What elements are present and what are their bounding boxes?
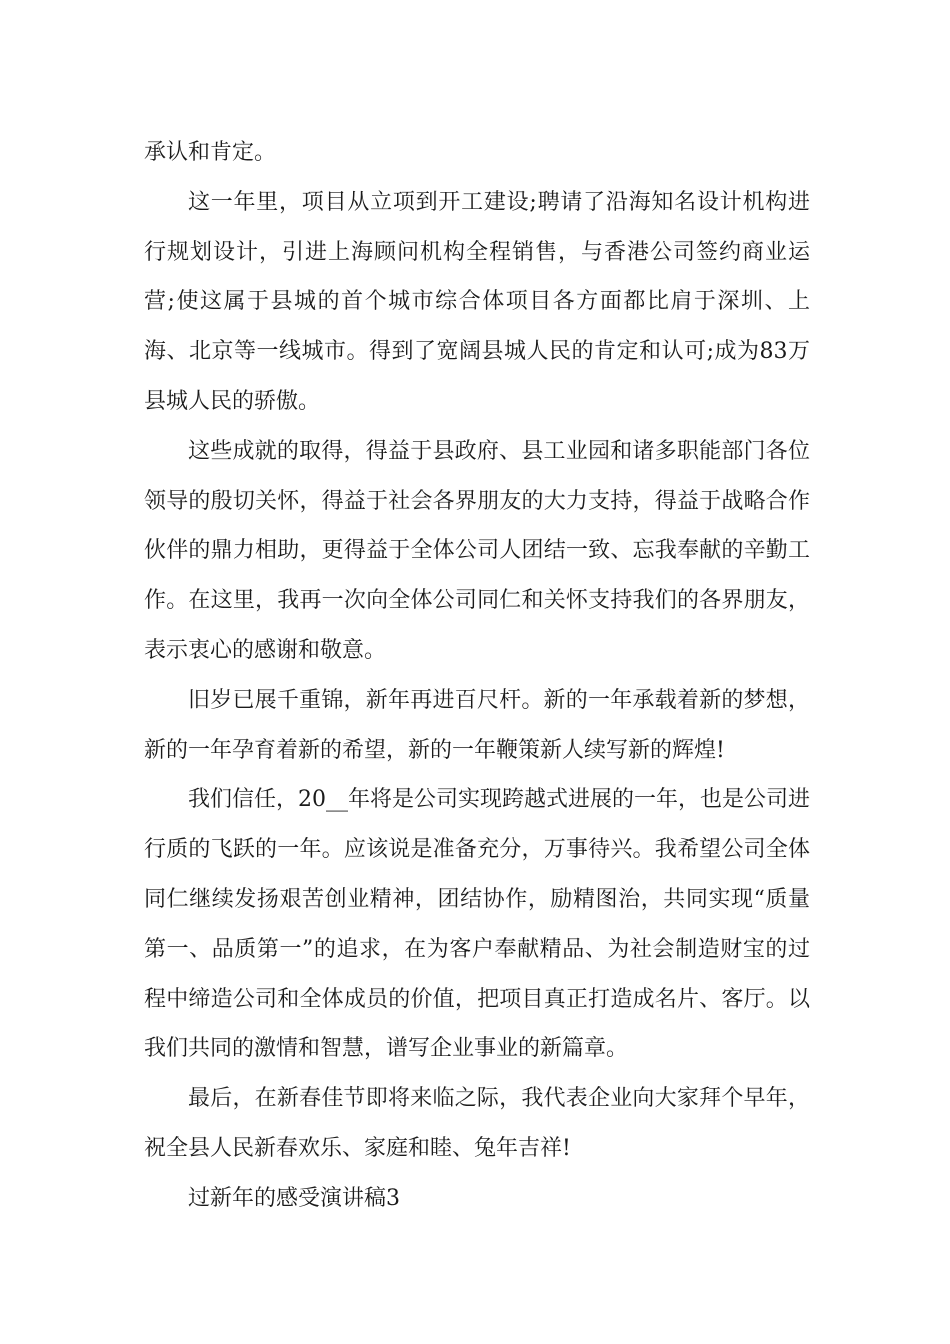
paragraph-project-year: 这一年里，项目从立项到开工建设;聘请了沿海知名设计机构进行规划设计，引进上海顾问机构全程销售，与香港公司签约商业运营;使这属于县城的首个城市综合体项目各方面都比肩于深圳、上海、北京等一线城市。得到了宽阔县城人民的肯定和认可;成为83万县城人民的骄傲。 (144, 189, 810, 414)
paragraph-continuation: 承认和肯定。 (144, 140, 277, 165)
section-heading: 过新年的感受演讲稿3 (188, 1185, 400, 1211)
paragraph-new-year: 旧岁已展千重锦，新年再进百尺杆。新的一年承载着新的梦想，新的一年孕育着新的希望，新的一年鞭策新人续写新的辉煌! (144, 687, 810, 763)
paragraph-achievements: 这些成就的取得，得益于县政府、县工业园和诸多职能部门各位领导的殷切关怀，得益于社会各界朋友的大力支持，得益于战略合作伙伴的鼎力相助，更得益于全体公司人团结一致、忘我奉献的辛勤工作。在这里，我再一次向全体公司同仁和关怀支持我们的各界朋友，表示衷心的感谢和敬意。 (144, 438, 810, 663)
paragraph-outlook: 我们信任，20__年将是公司实现跨越式进展的一年，也是公司进行质的飞跃的一年。应该说是准备充分，万事待兴。我希望公司全体同仁继续发扬艰苦创业精神，团结协作，励精图治，共同实现“质量第一、品质第一”的追求，在为客户奉献精品、为社会制造财宝的过程中缔造公司和全体成员的价值，把项目真正打造成名片、客厅。以我们共同的激情和智慧，谱写企业事业的新篇章。 (144, 787, 810, 1062)
paragraph-closing: 最后，在新春佳节即将来临之际，我代表企业向大家拜个早年，祝全县人民新春欢乐、家庭和睦、兔年吉祥! (144, 1086, 810, 1161)
document-body (144, 128, 810, 1224)
